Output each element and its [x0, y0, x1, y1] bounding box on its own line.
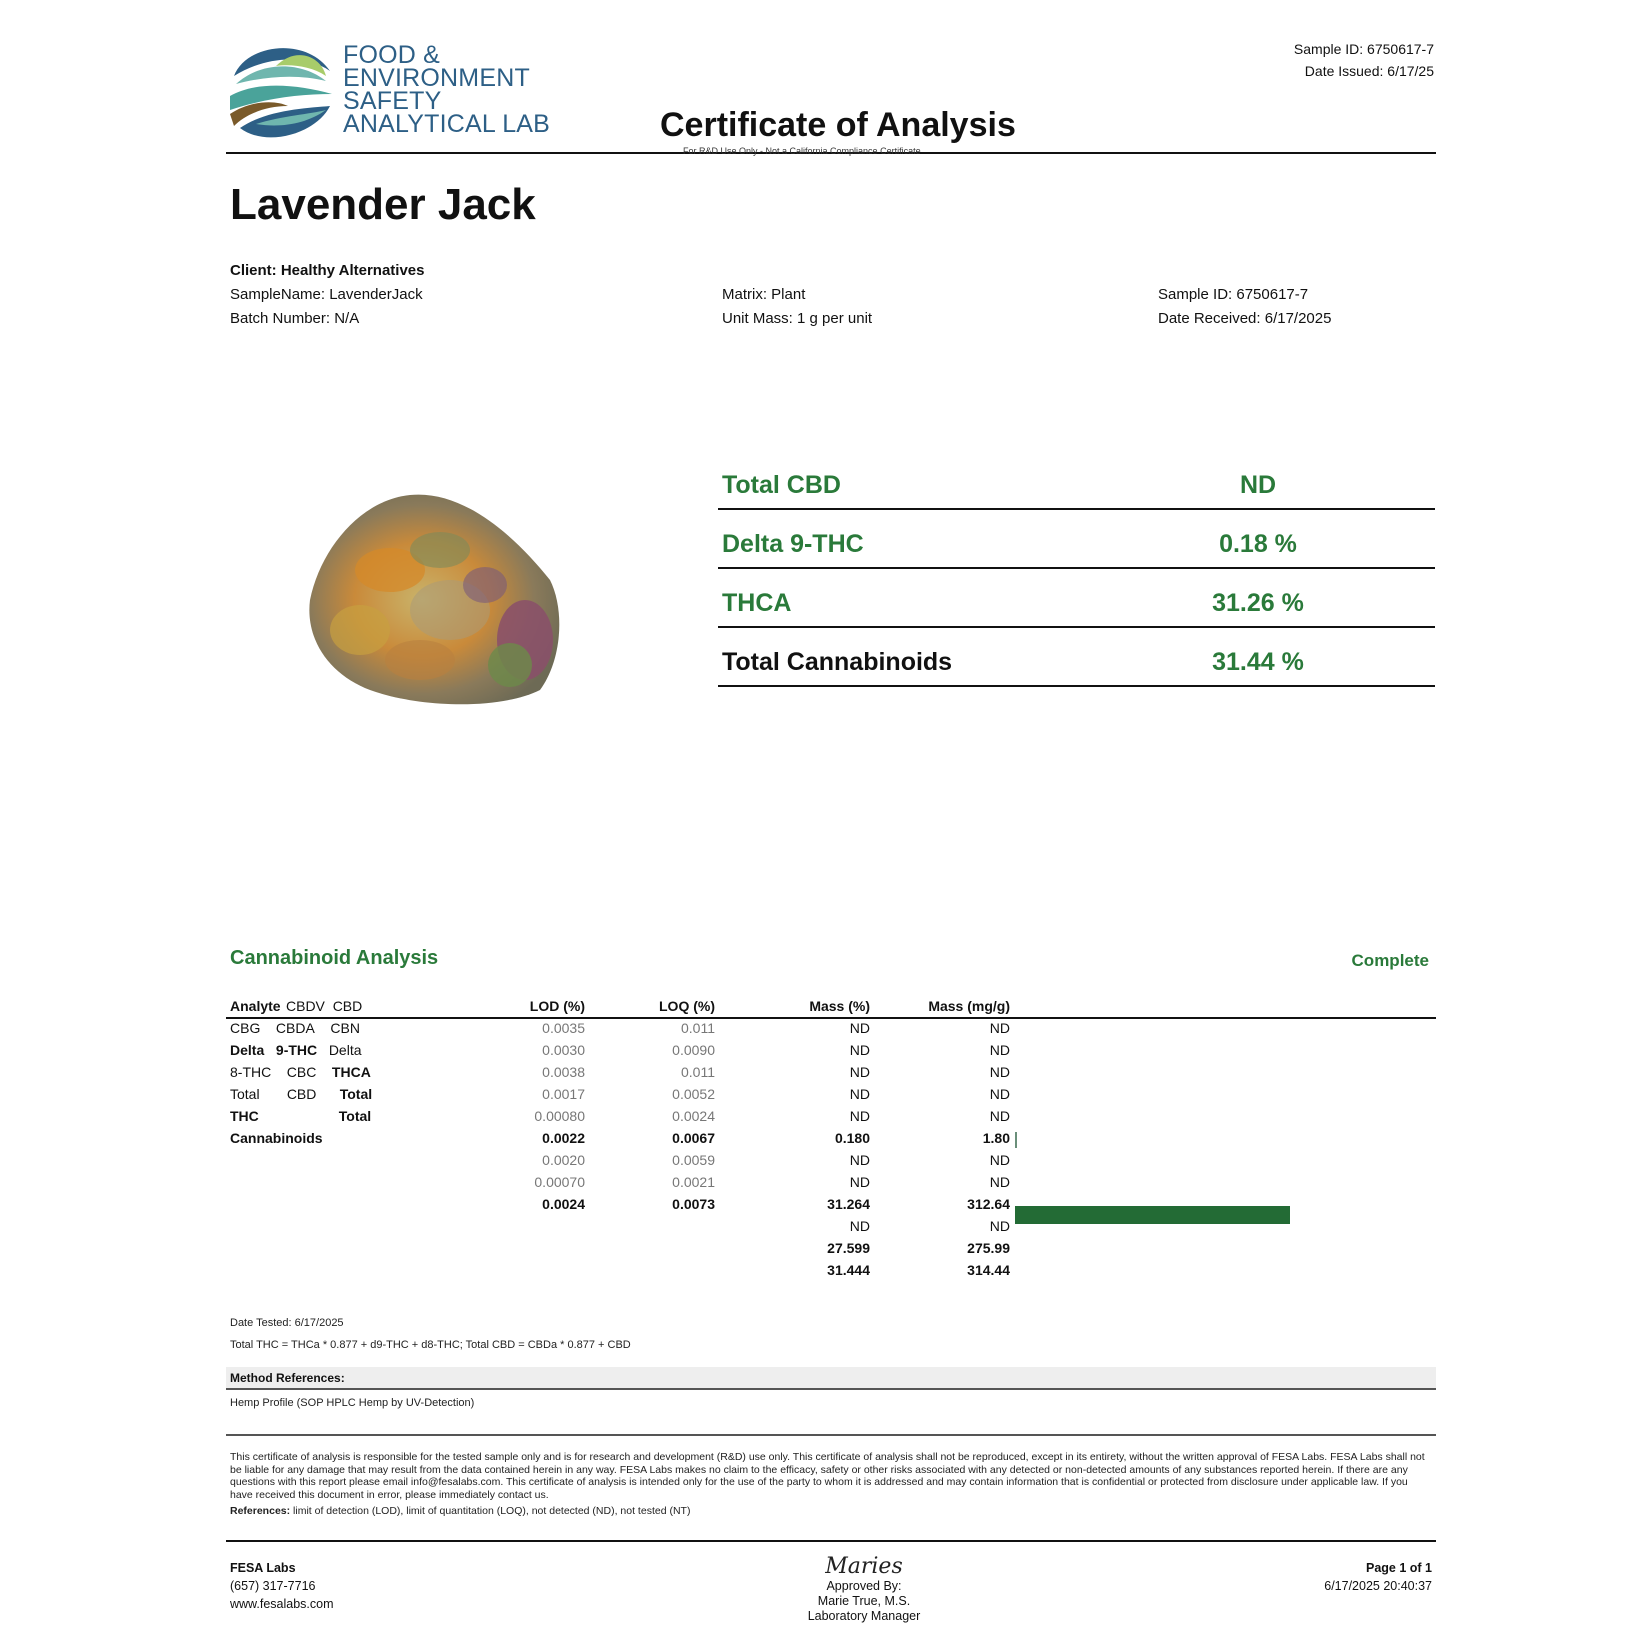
product-name: Lavender Jack — [230, 180, 536, 229]
mass-pct-value: ND — [849, 1042, 870, 1058]
date-tested: Date Tested: 6/17/2025 — [230, 1317, 344, 1329]
sample-id: Sample ID: 6750617-7 — [1158, 286, 1309, 303]
logo-line: ENVIRONMENT — [343, 64, 530, 92]
logo-line: SAFETY — [343, 87, 442, 115]
references-line — [230, 1505, 690, 1517]
page-title: Certificate of Analysis — [660, 106, 1016, 144]
lod-value: 0.00070 — [534, 1174, 585, 1190]
mass-pct-value: ND — [849, 1108, 870, 1124]
analyte-text: CBDA — [275, 1020, 315, 1036]
summary-label: Total Cannabinoids — [722, 648, 953, 676]
loq-value: 0.011 — [681, 1064, 715, 1080]
company-name: FESA Labs — [230, 1561, 296, 1575]
lod-value: 0.0024 — [542, 1196, 585, 1212]
mass-mg-value: 1.80 — [982, 1130, 1010, 1146]
signature: Maries — [825, 1554, 903, 1579]
analyte-text: CBDV — [286, 998, 325, 1014]
analyte-line — [230, 1042, 362, 1058]
summary-row — [718, 452, 1435, 510]
loq-value: 0.0052 — [672, 1086, 715, 1102]
analyte-text: Total — [339, 1086, 373, 1102]
analyte-text: Cannabinoids — [230, 1130, 323, 1146]
logo-line: ANALYTICAL LAB — [343, 110, 551, 138]
table-header-divider — [226, 1017, 1436, 1019]
lod-value: 0.0030 — [542, 1042, 585, 1058]
loq-value: 0.0073 — [672, 1196, 715, 1212]
mass-mg-value: ND — [989, 1218, 1010, 1234]
footer-page-info — [1324, 1559, 1432, 1595]
disclaimer-text: This certificate of analysis is responsible for the tested sample only and is for research and development (R&D) use only. This certificate of analysis shall not be reproduced, except in its entirety, without the written approval of FESA Labs. FESA Labs shall not be liable for any damage that may result from the data contained herein in any way. FESA Labs makes no claim to the efficacy, safety or other risks associated with any detected or non-detected amounts of any substances reported herein. If there are any questions with this report please email info@fesalabs.com. This certificate of analysis is intended only for the use of the party to whom it is addressed and may contain information that is confidential or protected from disclosure under applicable law. If you have received this document in error, please immediately contact us. — [230, 1451, 1425, 1501]
summary-value: ND — [1239, 471, 1277, 499]
analyte-text: CBC — [286, 1064, 317, 1080]
total-formula: Total THC = THCa * 0.877 + d9-THC + d8-THC; Total CBD = CBDa * 0.877 + CBD — [230, 1339, 631, 1351]
approved-by-label: Approved By: — [826, 1579, 902, 1593]
section-title: Cannabinoid Analysis — [230, 947, 439, 969]
loq-value: 0.0024 — [672, 1108, 715, 1124]
header-sample-id: Sample ID: 6750617-7 — [1293, 41, 1434, 57]
header-date-issued: Date Issued: 6/17/25 — [1304, 63, 1434, 79]
print-timestamp: 6/17/2025 20:40:37 — [1324, 1579, 1432, 1593]
lod-value: 0.00080 — [534, 1108, 585, 1124]
mass-pct-value: 31.264 — [827, 1196, 870, 1212]
lod-value: 0.0017 — [542, 1086, 585, 1102]
summary-label: Total CBD — [722, 471, 841, 499]
client-info — [230, 259, 425, 331]
mass-mg-value: 312.64 — [967, 1196, 1010, 1212]
mass-bar — [1015, 1206, 1290, 1224]
summary-label: THCA — [722, 589, 792, 617]
summary-value: 31.26 % — [1212, 589, 1304, 617]
mass-mg-value: 275.99 — [967, 1240, 1010, 1256]
lod-value: 0.0035 — [542, 1020, 585, 1036]
sample-info — [1158, 283, 1331, 331]
lod-value: 0.0020 — [542, 1152, 585, 1168]
analyte-text: Delta — [328, 1042, 362, 1058]
product-photo — [300, 490, 570, 710]
mass-pct-value: ND — [849, 1086, 870, 1102]
analyte-line — [230, 1108, 371, 1124]
mass-pct-value: ND — [849, 1152, 870, 1168]
col-header-mass-pct: Mass (%) — [809, 998, 870, 1014]
analyte-line — [230, 1020, 360, 1036]
date-received: Date Received: 6/17/2025 — [1158, 310, 1332, 327]
mass-bar — [1015, 1132, 1017, 1148]
analyte-line — [230, 1064, 371, 1080]
analyte-text: Total — [338, 1108, 372, 1124]
page-subtitle: For R&D Use Only - Not a California Compliance Certificate — [683, 146, 921, 156]
mass-pct-value: 31.444 — [827, 1262, 870, 1278]
mass-pct-value: ND — [849, 1218, 870, 1234]
loq-value: 0.0059 — [672, 1152, 715, 1168]
summary-row — [718, 629, 1435, 687]
analyte-text: 8-THC — [230, 1064, 272, 1080]
mass-pct-value: 27.599 — [827, 1240, 870, 1256]
col-header-analyte: Analyte — [230, 998, 281, 1014]
lod-value: 0.0022 — [542, 1130, 585, 1146]
mass-mg-value: ND — [989, 1020, 1010, 1036]
mass-mg-value: ND — [989, 1086, 1010, 1102]
mass-pct-value: ND — [849, 1020, 870, 1036]
disclaimer-divider — [226, 1434, 1436, 1436]
col-header-mass-mg: Mass (mg/g) — [928, 998, 1010, 1014]
company-phone: (657) 317-7716 — [230, 1579, 316, 1593]
lab-logo-icon — [226, 36, 336, 146]
mass-pct-value: ND — [849, 1174, 870, 1190]
company-website[interactable]: www.fesalabs.com — [230, 1597, 334, 1611]
analyte-text: CBN — [330, 1020, 360, 1036]
analyte-text: CBD — [332, 998, 363, 1014]
analyte-text: THCA — [331, 1064, 371, 1080]
unit-mass: Unit Mass: 1 g per unit — [722, 310, 873, 327]
mass-mg-value: ND — [989, 1042, 1010, 1058]
client-name: Client: Healthy Alternatives — [230, 262, 425, 279]
header-meta — [1294, 38, 1434, 82]
mass-pct-value: 0.180 — [834, 1130, 870, 1146]
approval-block — [764, 1555, 964, 1624]
loq-value: 0.0021 — [672, 1174, 715, 1190]
sample-name: SampleName: LavenderJack — [230, 286, 423, 303]
summary-row — [718, 570, 1435, 628]
mass-mg-value: ND — [989, 1064, 1010, 1080]
mass-mg-value: ND — [989, 1174, 1010, 1190]
summary-value: 31.44 % — [1212, 648, 1304, 676]
batch-number: Batch Number: N/A — [230, 310, 360, 327]
footer-divider — [226, 1540, 1436, 1542]
analyte-text: 9-THC — [275, 1042, 318, 1058]
mass-mg-value: ND — [989, 1152, 1010, 1168]
analyte-text: THC — [230, 1108, 259, 1124]
approver-title: Laboratory Manager — [807, 1609, 921, 1623]
logo-line: FOOD & — [343, 41, 441, 69]
page-number: Page 1 of 1 — [1366, 1561, 1432, 1575]
method-references-header: Method References: — [226, 1367, 1436, 1390]
summary-row — [718, 511, 1435, 569]
lod-value: 0.0038 — [542, 1064, 585, 1080]
analyte-text: CBD — [286, 1086, 317, 1102]
loq-value: 0.0090 — [672, 1042, 715, 1058]
approver-name: Marie True, M.S. — [817, 1594, 911, 1608]
mass-pct-value: ND — [849, 1064, 870, 1080]
analyte-text: Total — [230, 1086, 260, 1102]
analyte-line — [230, 1086, 372, 1102]
analyte-line — [286, 998, 362, 1014]
matrix: Matrix: Plant — [722, 286, 806, 303]
method-reference: Hemp Profile (SOP HPLC Hemp by UV-Detection) — [230, 1397, 475, 1409]
references-text: limit of detection (LOD), limit of quantitation (LOQ), not detected (ND), not tested (NT) — [293, 1505, 691, 1517]
summary-value: 0.18 % — [1219, 530, 1297, 558]
col-header-loq: LOQ (%) — [659, 998, 715, 1014]
lab-logo-text — [343, 41, 551, 138]
summary-label: Delta 9-THC — [722, 530, 864, 558]
status-badge: Complete — [1351, 951, 1429, 970]
footer-company — [230, 1559, 334, 1613]
references-label: References: — [230, 1505, 291, 1517]
loq-value: 0.0067 — [672, 1130, 715, 1146]
mass-mg-value: ND — [989, 1108, 1010, 1124]
mass-mg-value: 314.44 — [967, 1262, 1010, 1278]
col-header-lod: LOD (%) — [529, 998, 585, 1014]
analyte-line — [230, 1130, 323, 1146]
loq-value: 0.011 — [681, 1020, 715, 1036]
analyte-text: CBG — [230, 1020, 261, 1036]
analyte-text: Delta — [230, 1042, 265, 1058]
matrix-info — [722, 283, 872, 331]
